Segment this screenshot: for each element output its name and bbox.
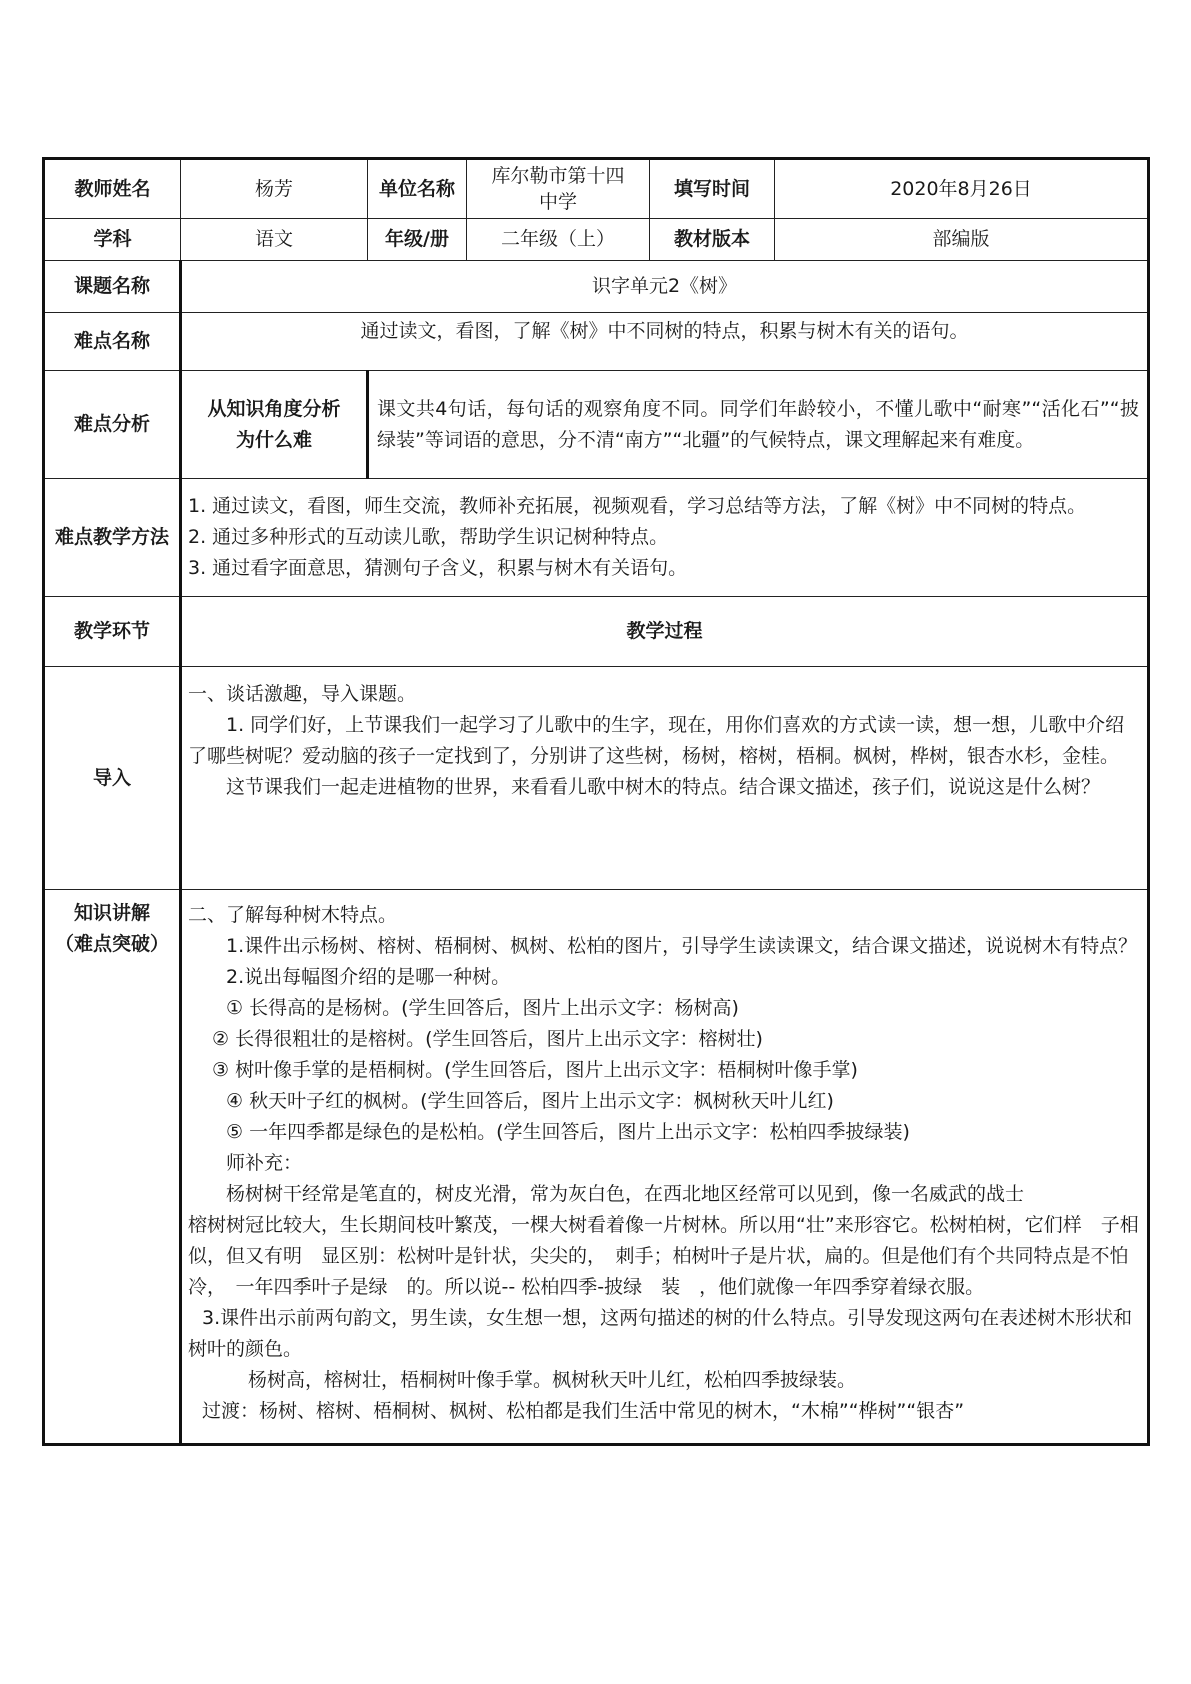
- edition-value: 部编版: [775, 219, 1149, 261]
- transition-line: 过渡：杨树、榕树、梧桐树、枫树、松柏都是我们生活中常见的树木，“木棉”“桦树”“银杏”: [202, 1400, 965, 1422]
- process-header-row: [44, 597, 1149, 667]
- analysis-value: 课文共4句话，每句话的观察角度不同。同学们年龄较小，不懂儿歌中“耐寒”“活化石”“披绿装”等词语的意思，分不清“南方”“北疆”的气候特点，课文理解起来有难度。: [368, 371, 1149, 479]
- rhyme-line: 杨树高，榕树壮，梧桐树叶像手掌。枫树秋天叶儿红，松柏四季披绿装。: [248, 1369, 857, 1391]
- tree-point: ⑤ 一年四季都是绿色的是松柏。(学生回答后，图片上出示文字：松柏四季披绿装): [226, 1121, 910, 1143]
- knowledge-label-line2: （难点突破）: [54, 933, 169, 955]
- method-item: 3. 通过看字面意思，猜测句子含义，积累与树木有关语句。: [188, 557, 688, 579]
- date-value: 2020年8月26日: [775, 159, 1149, 219]
- tree-point: ① 长得高的是杨树。(学生回答后，图片上出示文字：杨树高): [226, 997, 739, 1019]
- subject-label: 学科: [44, 219, 181, 261]
- intro-paragraph: 这节课我们一起走进植物的世界，来看看儿歌中树木的特点。结合课文描述，孩子们，说说这是什么树？: [226, 776, 1101, 798]
- edition-label: 教材版本: [650, 219, 775, 261]
- supplement-label: 师补充：: [226, 1152, 303, 1174]
- intro-label: 导入: [44, 667, 181, 890]
- supplement-paragraph: 榕树树冠比较大，生长期间枝叶繁茂，一棵大树看着像一片树林。所以用“壮”来形容它。松树柏树，它们样 子相似，但又有明 显区别：松树叶是针状，尖尖的， 刺手；柏树叶子是片状，扁的。但是他们有个共同特点是不怕冷， 一年四季叶子是绿 的。所以说-- 松柏四季-披绿 装 ，他们就像一年四季穿着绿衣服。: [188, 1214, 1139, 1298]
- lesson-plan-table: [42, 157, 1150, 1446]
- knowledge-step: 3.课件出示前两句韵文，男生读，女生想一想，这两句描述的树的什么特点。引导发现这两句在表述树木形状和树叶的颜色。: [188, 1307, 1133, 1360]
- teacher-value: 杨芳: [181, 159, 368, 219]
- methods-list: [181, 479, 1149, 597]
- knowledge-step: 2.说出每幅图介绍的是哪一种树。: [226, 966, 511, 988]
- methods-row: [44, 479, 1149, 597]
- knowledge-label-line1: 知识讲解: [73, 902, 150, 924]
- tree-point: ④ 秋天叶子红的枫树。(学生回答后，图片上出示文字：枫树秋天叶儿红): [226, 1090, 834, 1112]
- difficulty-value: 通过读文，看图，了解《树》中不同树的特点，积累与树木有关的语句。: [181, 313, 1149, 371]
- subject-value: 语文: [181, 219, 368, 261]
- grade-label: 年级/册: [368, 219, 467, 261]
- knowledge-row: [44, 890, 1149, 1445]
- lesson-plan-document: [42, 157, 1147, 1446]
- intro-paragraph: 1. 同学们好，上节课我们一起学习了儿歌中的生字，现在，用你们喜欢的方式读一读，想一想，儿歌中介绍了哪些树呢？爱动脑的孩子一定找到了，分别讲了这些树，杨树，榕树，梧桐。枫树，桦树，银杏水杉，金桂。: [188, 714, 1125, 767]
- methods-label: 难点教学方法: [44, 479, 181, 597]
- difficulty-row: [44, 313, 1149, 371]
- grade-value: 二年级（上）: [467, 219, 650, 261]
- difficulty-label: 难点名称: [44, 313, 181, 371]
- stage-header: 教学环节: [44, 597, 181, 667]
- intro-row: [44, 667, 1149, 890]
- process-header: 教学过程: [181, 597, 1149, 667]
- analysis-row: [44, 371, 1149, 479]
- header-row-1: [44, 159, 1149, 219]
- tree-point: ② 长得很粗壮的是榕树。(学生回答后，图片上出示文字：榕树壮): [212, 1028, 763, 1050]
- method-item: 2. 通过多种形式的互动读儿歌，帮助学生识记树种特点。: [188, 526, 669, 548]
- knowledge-content: [181, 890, 1149, 1445]
- teacher-label: 教师姓名: [44, 159, 181, 219]
- topic-row: [44, 261, 1149, 313]
- topic-value: 识字单元2《树》: [181, 261, 1149, 313]
- header-row-2: [44, 219, 1149, 261]
- date-label: 填写时间: [650, 159, 775, 219]
- knowledge-step: 1.课件出示杨树、榕树、梧桐树、枫树、松柏的图片，引导学生读读课文，结合课文描述，说说树木有特点？: [226, 935, 1138, 957]
- unit-label: 单位名称: [368, 159, 467, 219]
- tree-point: ③ 树叶像手掌的是梧桐树。(学生回答后，图片上出示文字：梧桐树叶像手掌): [212, 1059, 858, 1081]
- unit-value: 库尔勒市第十四中学: [467, 159, 650, 219]
- topic-label: 课题名称: [44, 261, 181, 313]
- knowledge-label: [44, 890, 181, 1445]
- intro-heading: 一、谈话激趣，导入课题。: [188, 683, 417, 705]
- analysis-label: 难点分析: [44, 371, 181, 479]
- intro-content: [181, 667, 1149, 890]
- method-item: 1. 通过读文，看图，师生交流，教师补充拓展，视频观看，学习总结等方法，了解《树》中不同树的特点。: [188, 495, 1087, 517]
- knowledge-heading: 二、了解每种树木特点。: [188, 904, 398, 926]
- supplement-paragraph: 杨树树干经常是笔直的，树皮光滑，常为灰白色，在西北地区经常可以见到，像一名威武的战士: [226, 1183, 1025, 1205]
- analysis-sublabel: 从知识角度分析为什么难: [181, 371, 368, 479]
